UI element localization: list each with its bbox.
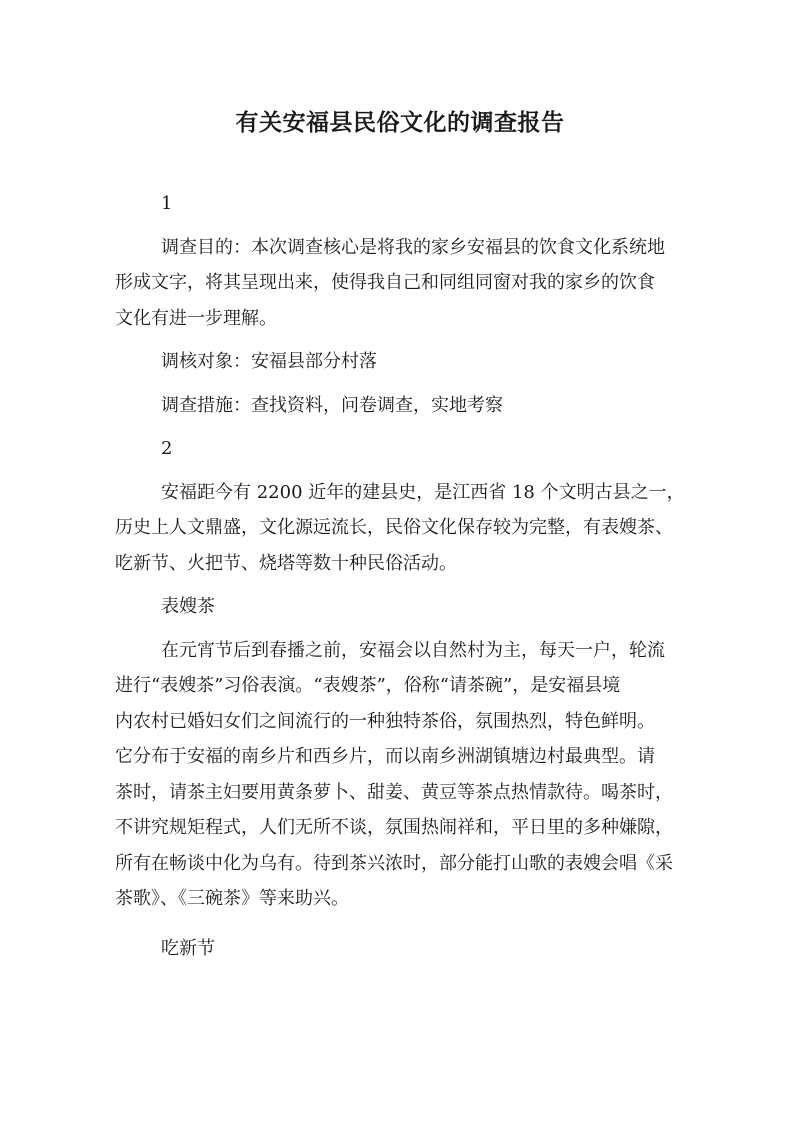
text-line: 在元宵节后到春播之前，安福会以自然村为主，每天一户，轮流 — [161, 639, 665, 661]
text-line: 1 — [161, 193, 173, 214]
paragraph-intro — [115, 475, 690, 582]
section-heading-new — [115, 931, 690, 967]
text-line: 表嫂茶 — [161, 596, 215, 617]
text-line: 调查目的：本次调查核心是将我的家乡安福县的饮食文化系统地 — [161, 236, 665, 258]
text-line: 历史上人文鼎盛，文化源远流长，民俗文化保存较为完整，有表嫂茶、 — [115, 517, 673, 538]
text-line: 进行“表嫂茶”习俗表演。“表嫂茶”，俗称“请茶碗”，是安福县境 — [115, 675, 621, 696]
section-number-2 — [115, 431, 690, 467]
paragraph-purpose — [115, 230, 690, 337]
text-line: 茶时，请茶主妇要用黄条萝卜、甜姜、黄豆等茶点热情款待。喝茶时， — [115, 781, 673, 803]
text-line: 吃新节 — [161, 937, 215, 959]
text-line: 内农村已婚妇女们之间流行的一种独特茶俗，氛围热烈，特色鲜明。 — [115, 710, 655, 732]
document-title: 有关安福县民俗文化的调查报告 — [235, 109, 565, 136]
section-heading-tea — [115, 589, 690, 625]
text-line: 所有在畅谈中化为乌有。待到茶兴浓时，部分能打山歌的表嫂会唱《采 — [115, 852, 673, 874]
text-line: 调查措施：查找资料，问卷调查，实地考察 — [161, 394, 503, 416]
document-body — [115, 186, 690, 966]
text-line: 调核对象：安福县部分村落 — [161, 351, 377, 372]
paragraph-tea — [115, 633, 690, 917]
text-line: 它分布于安福的南乡片和西乡片，而以南乡洲湖镇塘边村最典型。请 — [115, 746, 655, 767]
text-line: 2 — [161, 438, 173, 459]
text-line: 形成文字，将其呈现出来，使得我自己和同组同窗对我的家乡的饮食 — [115, 272, 655, 293]
paragraph-method — [115, 388, 690, 424]
text-line: 不讲究规矩程式，人们无所不谈，氛围热闹祥和，平日里的多种嫌隙， — [115, 817, 673, 838]
text-line: 茶歌》、《三碗茶》等来助兴。 — [115, 888, 349, 909]
text-line: 吃新节、火把节、烧塔等数十种民俗活动。 — [115, 552, 457, 574]
section-number-1 — [115, 186, 690, 222]
text-line: 文化有进一步理解。 — [115, 307, 277, 329]
paragraph-object — [115, 344, 690, 380]
text-line: 安福距今有 2200 近年的建县史，是江西省 18 个文明古县之一， — [161, 481, 685, 503]
